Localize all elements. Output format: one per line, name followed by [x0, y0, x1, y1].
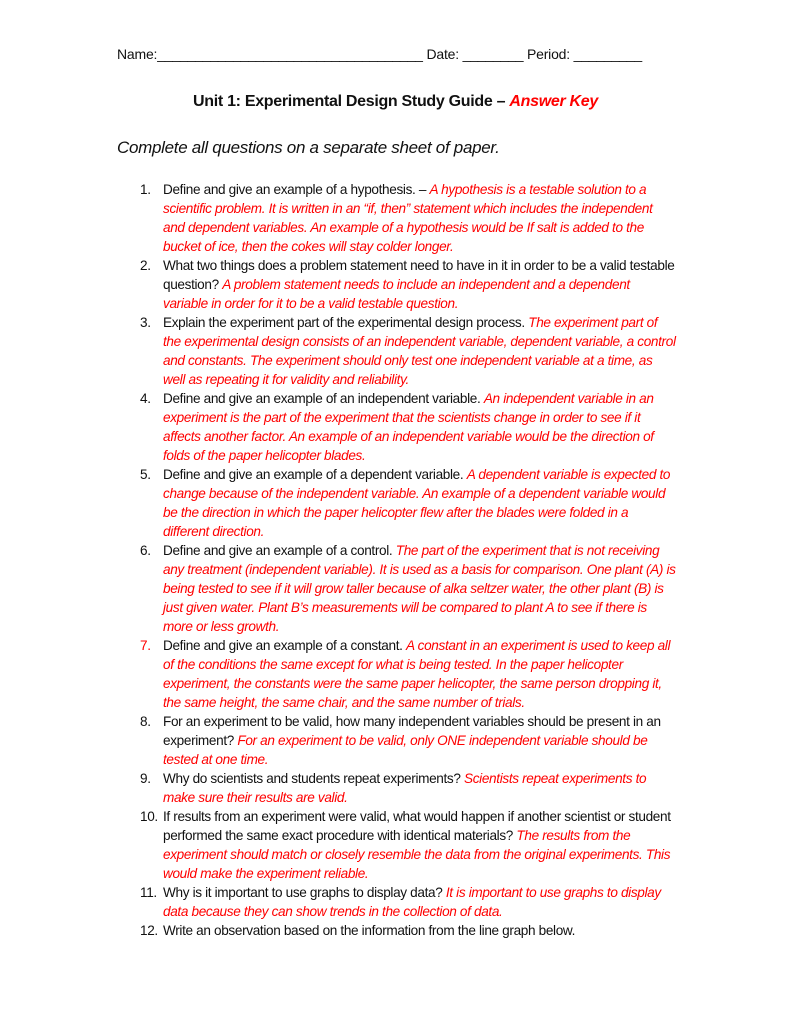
- question-item: [140, 256, 677, 313]
- answer-text: A constant in an experiment is used to keep all of the conditions the same except for what is being tested. In the paper helicopter experiment, the constants were the same paper helicopter, the same person dropping it, the same height, the same chair, and the same number of trials.: [163, 638, 671, 710]
- name-field: Name:___________________________________: [117, 46, 423, 62]
- period-field: Period: _________: [527, 46, 642, 62]
- question-number: 3.: [140, 315, 151, 330]
- answer-text: Scientists repeat experiments to make sure their results are valid.: [163, 771, 647, 805]
- answer-text: An independent variable in an experiment is the part of the experiment that the scientists change in order to see if it affects another factor. An example of an independent variable would be the direction of folds of the paper helicopter blades.: [163, 391, 654, 463]
- question-text: Explain the experiment part of the experimental design process.: [163, 315, 529, 330]
- instructions: Complete all questions on a separate sheet of paper.: [117, 138, 500, 157]
- question-item: [140, 389, 677, 465]
- title-main: Unit 1: Experimental Design Study Guide –: [193, 93, 510, 110]
- answer-text: The experiment part of the experimental design consists of an independent variable, dependent variable, a control and constants. The experiment should only test one independent variable at a time, as well as repeating it for validity and reliability.: [163, 315, 676, 387]
- question-text: Why do scientists and students repeat experiments?: [163, 771, 465, 786]
- answer-text: A problem statement needs to include an independent and a dependent variable in order for it to be a valid testable question.: [163, 277, 630, 311]
- question-number: 12.: [140, 923, 158, 938]
- question-number: 8.: [140, 714, 151, 729]
- question-text: For an experiment to be valid, how many independent variables should be present in an experiment?: [163, 714, 661, 748]
- question-text: Write an observation based on the information from the line graph below.: [163, 923, 576, 938]
- question-text: What two things does a problem statement need to have in it in order to be a valid testable question?: [163, 258, 675, 292]
- question-item: [140, 712, 677, 769]
- answer-text: The results from the experiment should match or closely resemble the data from the original experiments. This would make the experiment reliable.: [163, 828, 671, 881]
- date-field: Date: ________: [426, 46, 524, 62]
- question-item: [140, 883, 677, 921]
- answer-text: A dependent variable is expected to change because of the independent variable. An example of a dependent variable would be the direction in which the paper helicopter flew after the blades were folded in a different direction.: [163, 467, 671, 539]
- question-item: [140, 180, 677, 256]
- question-number: 4.: [140, 391, 151, 406]
- question-item: [140, 921, 677, 940]
- question-number: 6.: [140, 543, 151, 558]
- question-text: Define and give an example of a constant.: [163, 638, 406, 653]
- question-number: 2.: [140, 258, 151, 273]
- page-title: [0, 93, 791, 111]
- student-info-line: [117, 46, 642, 62]
- question-item: [140, 769, 677, 807]
- question-item: [140, 636, 677, 712]
- question-item: [140, 541, 677, 636]
- question-text: Why is it important to use graphs to display data?: [163, 885, 446, 900]
- question-number: 10.: [140, 809, 158, 824]
- answer-text: It is important to use graphs to display data because they can show trends in the collection of data.: [163, 885, 661, 919]
- question-number: 7.: [140, 638, 151, 653]
- question-number: 9.: [140, 771, 151, 786]
- answer-key-label: Answer Key: [509, 93, 598, 110]
- answer-text: The part of the experiment that is not receiving any treatment (independent variable). It is used as a basis for comparison. One plant (A) is being tested to see if it will grow taller because of alka seltzer water, the other plant (B) is just given water. Plant B’s measurements will be compared to plant A to see if there is more or less growth.: [163, 543, 676, 634]
- question-text: Define and give an example of a hypothesis. –: [163, 182, 430, 197]
- question-list: [140, 180, 677, 940]
- question-text: Define and give an example of a dependent variable.: [163, 467, 467, 482]
- question-text: If results from an experiment were valid, what would happen if another scientist or student performed the same exact procedure with identical materials?: [163, 809, 671, 843]
- question-item: [140, 807, 677, 883]
- question-number: 5.: [140, 467, 151, 482]
- question-item: [140, 465, 677, 541]
- question-text: Define and give an example of a control.: [163, 543, 396, 558]
- answer-text: A hypothesis is a testable solution to a scientific problem. It is written in an “if, then” statement which includes the independent and dependent variables. An example of a hypothesis would be If salt is added to the bucket of ice, then the cokes will stay colder longer.: [163, 182, 653, 254]
- question-item: [140, 313, 677, 389]
- answer-text: For an experiment to be valid, only ONE independent variable should be tested at one time.: [163, 733, 648, 767]
- question-number: 11.: [140, 885, 157, 900]
- question-number: 1.: [140, 182, 151, 197]
- question-text: Define and give an example of an independent variable.: [163, 391, 484, 406]
